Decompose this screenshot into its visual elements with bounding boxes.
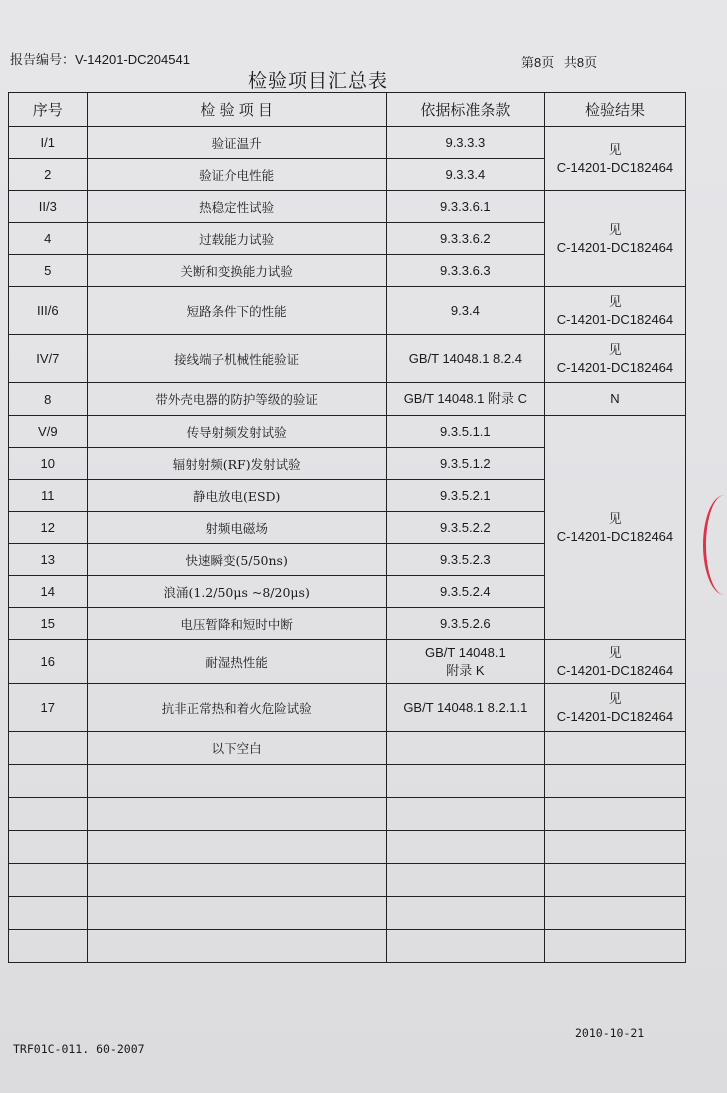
blank-row <box>9 798 686 831</box>
cell-item: 带外壳电器的防护等级的验证 <box>87 383 386 416</box>
blank-cell <box>544 831 685 864</box>
cell-seq: 10 <box>9 448 88 480</box>
cell-seq: I/1 <box>9 127 88 159</box>
cell-seq: III/6 <box>9 287 88 335</box>
table-row <box>9 732 686 765</box>
cell-clause: 9.3.3.3 <box>386 127 544 159</box>
seal-stamp <box>703 495 727 595</box>
blank-cell <box>87 765 386 798</box>
report-date: 2010-10-21 <box>575 1026 645 1040</box>
cell-item: 射频电磁场 <box>87 512 386 544</box>
blank-row <box>9 765 686 798</box>
table-row <box>9 335 686 383</box>
blank-row <box>9 831 686 864</box>
table-row <box>9 191 686 223</box>
blank-row <box>9 897 686 930</box>
cell-seq: V/9 <box>9 416 88 448</box>
blank-cell <box>9 930 88 963</box>
cell-clause: 9.3.3.6.1 <box>386 191 544 223</box>
cell-seq: IV/7 <box>9 335 88 383</box>
cell-clause: 9.3.5.2.6 <box>386 608 544 640</box>
cell-clause: 9.3.5.2.2 <box>386 512 544 544</box>
cell-item: 传导射频发射试验 <box>87 416 386 448</box>
blank-cell <box>9 897 88 930</box>
cell-item: 接线端子机械性能验证 <box>87 335 386 383</box>
blank-row <box>9 864 686 897</box>
cell-seq: 13 <box>9 544 88 576</box>
cell-result: 见 C-14201-DC182464 <box>544 335 685 383</box>
cell-seq: II/3 <box>9 191 88 223</box>
cell-item: 静电放电(ESD) <box>87 480 386 512</box>
blank-cell <box>544 798 685 831</box>
cell-seq: 5 <box>9 255 88 287</box>
cell-result: 见 C-14201-DC182464 <box>544 287 685 335</box>
blank-cell <box>87 864 386 897</box>
blank-cell <box>87 897 386 930</box>
cell-clause <box>386 732 544 765</box>
table-row <box>9 287 686 335</box>
cell-seq: 17 <box>9 684 88 732</box>
cell-clause: GB/T 14048.1 附录 K <box>386 640 544 684</box>
blank-cell <box>544 864 685 897</box>
blank-cell <box>544 930 685 963</box>
inspection-summary-table <box>8 92 686 963</box>
cell-clause: GB/T 14048.1 附录 C <box>386 383 544 416</box>
table-row <box>9 684 686 732</box>
cell-result: 见 C-14201-DC182464 <box>544 684 685 732</box>
cell-item: 过载能力试验 <box>87 223 386 255</box>
blank-cell <box>87 798 386 831</box>
cell-result <box>544 732 685 765</box>
blank-cell <box>386 765 544 798</box>
cell-clause: GB/T 14048.1 8.2.1.1 <box>386 684 544 732</box>
column-header-clause: 依据标准条款 <box>386 93 544 127</box>
cell-seq: 2 <box>9 159 88 191</box>
cell-clause: 9.3.5.2.3 <box>386 544 544 576</box>
cell-item: 短路条件下的性能 <box>87 287 386 335</box>
cell-clause: 9.3.3.6.3 <box>386 255 544 287</box>
cell-seq: 8 <box>9 383 88 416</box>
cell-seq: 12 <box>9 512 88 544</box>
cell-item: 浪涌(1.2/50μs ~8/20μs) <box>87 576 386 608</box>
cell-clause: GB/T 14048.1 8.2.4 <box>386 335 544 383</box>
page-indicator: 第8页 共8页 <box>521 55 598 70</box>
column-header-seq: 序号 <box>9 93 88 127</box>
column-header-item: 检 验 项 目 <box>87 93 386 127</box>
cell-clause: 9.3.5.1.2 <box>386 448 544 480</box>
cell-item: 电压暂降和短时中断 <box>87 608 386 640</box>
blank-cell <box>9 831 88 864</box>
blank-cell <box>87 831 386 864</box>
cell-item: 验证介电性能 <box>87 159 386 191</box>
cell-result: 见 C-14201-DC182464 <box>544 416 685 640</box>
cell-result: N <box>544 383 685 416</box>
cell-clause: 9.3.5.1.1 <box>386 416 544 448</box>
blank-cell <box>386 831 544 864</box>
cell-seq: 4 <box>9 223 88 255</box>
cell-item: 快速瞬变(5/50ns) <box>87 544 386 576</box>
cell-item: 耐湿热性能 <box>87 640 386 684</box>
blank-cell <box>87 930 386 963</box>
blank-row <box>9 930 686 963</box>
cell-item: 热稳定性试验 <box>87 191 386 223</box>
cell-seq: 16 <box>9 640 88 684</box>
cell-clause: 9.3.3.6.2 <box>386 223 544 255</box>
blank-cell <box>9 864 88 897</box>
table-row <box>9 640 686 684</box>
cell-result: 见 C-14201-DC182464 <box>544 640 685 684</box>
cell-clause: 9.3.3.4 <box>386 159 544 191</box>
blank-cell <box>386 897 544 930</box>
blank-cell <box>386 930 544 963</box>
cell-clause: 9.3.5.2.4 <box>386 576 544 608</box>
cell-item: 以下空白 <box>87 732 386 765</box>
cell-result: 见 C-14201-DC182464 <box>544 191 685 287</box>
blank-cell <box>386 798 544 831</box>
page-title: 检验项目汇总表 <box>247 71 388 92</box>
cell-clause: 9.3.5.2.1 <box>386 480 544 512</box>
report-number: 报告编号：V-14201-DC204541 <box>10 52 190 67</box>
cell-result: 见 C-14201-DC182464 <box>544 127 685 191</box>
blank-cell <box>544 765 685 798</box>
cell-item: 关断和变换能力试验 <box>87 255 386 287</box>
blank-cell <box>9 798 88 831</box>
blank-cell <box>9 765 88 798</box>
cell-seq: 11 <box>9 480 88 512</box>
blank-cell <box>544 897 685 930</box>
cell-seq: 15 <box>9 608 88 640</box>
blank-cell <box>386 864 544 897</box>
cell-item: 验证温升 <box>87 127 386 159</box>
table-header-row <box>9 93 686 127</box>
cell-item: 抗非正常热和着火危险试验 <box>87 684 386 732</box>
table-row <box>9 416 686 448</box>
cell-item: 辐射射频(RF)发射试验 <box>87 448 386 480</box>
cell-seq <box>9 732 88 765</box>
column-header-result: 检验结果 <box>544 93 685 127</box>
table-row <box>9 127 686 159</box>
table-row <box>9 383 686 416</box>
form-code: TRF01C-011. 60-2007 <box>13 1042 145 1056</box>
cell-seq: 14 <box>9 576 88 608</box>
cell-clause: 9.3.4 <box>386 287 544 335</box>
